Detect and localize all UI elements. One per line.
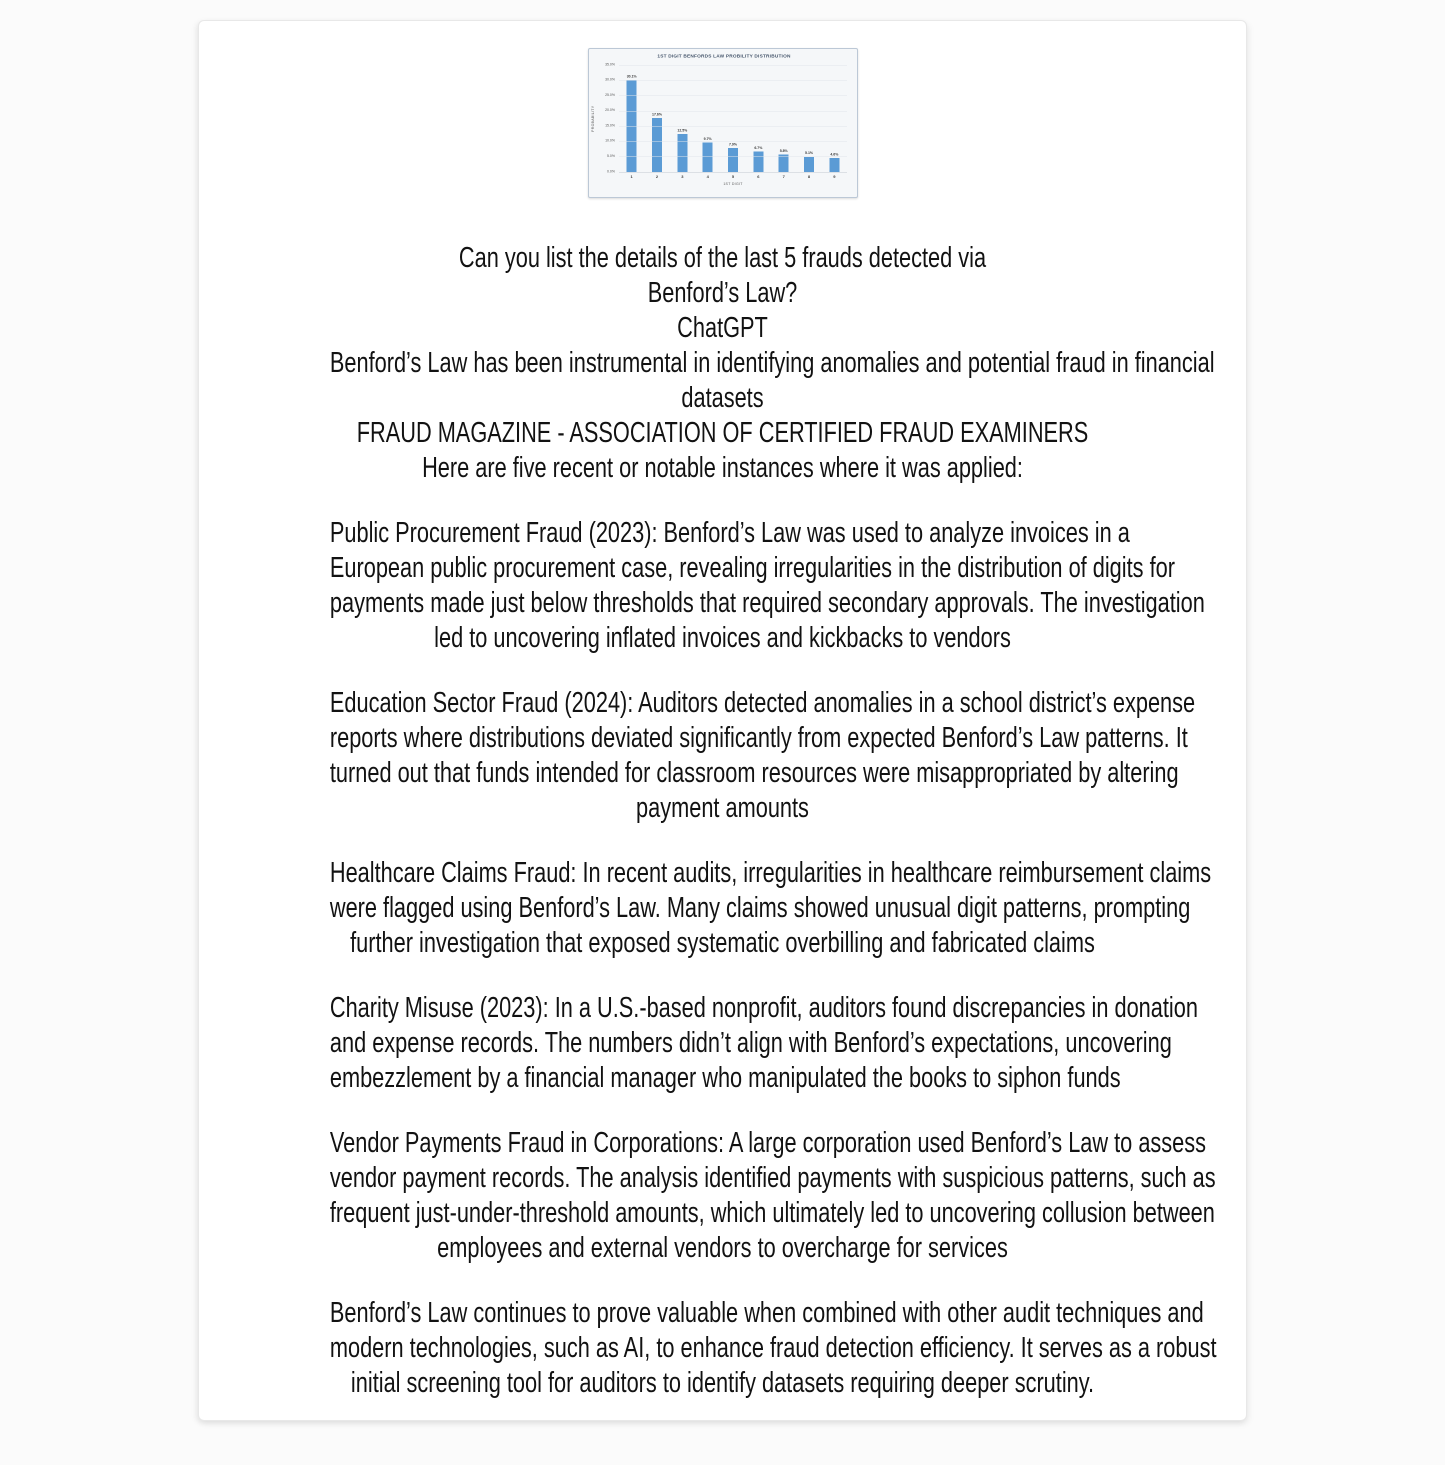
bar [804, 156, 814, 172]
x-axis-title: 1ST DIGIT [722, 182, 743, 186]
x-axis-tick-label: 5 [731, 174, 734, 179]
text-line: employees and external vendors to overcharge for services [437, 1232, 1008, 1264]
paragraph [329, 1126, 1216, 1266]
bar-value-label: 12.5% [676, 128, 687, 133]
gridline [619, 80, 847, 81]
x-axis-tick-label: 4 [706, 174, 709, 179]
text-line: Here are five recent or notable instances where it was applied: [422, 452, 1023, 484]
x-axis-ticks [619, 175, 847, 180]
text-line: Public Procurement Fraud (2023): Benford’s Law was used to analyze invoices in a [329, 517, 1130, 549]
y-axis-title: PROBABILITY [590, 105, 595, 132]
paragraph [329, 686, 1196, 826]
paragraph [329, 1296, 1217, 1401]
bar-value-label: 6.7% [753, 146, 762, 151]
text-line: Charity Misuse (2023): In a U.S.-based nonprofit, auditors found discrepancies in donation [329, 992, 1198, 1024]
gridline [619, 96, 847, 97]
y-axis-tick-label: 15.0% [604, 123, 615, 128]
x-axis-tick-label: 3 [680, 174, 683, 179]
x-axis-line [619, 172, 847, 173]
bar-value-label: 9.7% [703, 137, 712, 141]
paragraph [329, 516, 1205, 656]
y-axis-tick-label: 10.0% [604, 139, 615, 143]
text-line: turned out that funds intended for classroom resources were misappropriated by altering [329, 757, 1179, 789]
text-line: embezzlement by a financial manager who manipulated the books to siphon funds [329, 1062, 1121, 1094]
text-line: Education Sector Fraud (2024): Auditors detected anomalies in a school district’s expense [329, 687, 1196, 719]
text-line: payments made just below thresholds that required secondary approvals. The investigation [329, 587, 1205, 619]
paragraph [329, 241, 1215, 486]
y-axis-tick-label: 0.0% [606, 169, 615, 174]
text-line: ChatGPT [677, 312, 768, 344]
text-line: Benford’s Law continues to prove valuable when combined with other audit techniques and [329, 1297, 1204, 1329]
x-axis-tick-label: 7 [782, 174, 785, 179]
chart-title: 1ST DIGIT BENFORDS LAW PROBILITY DISTRIBUTION [656, 53, 791, 59]
x-axis-tick-label: 6 [756, 174, 759, 179]
bar [728, 148, 738, 172]
gridline [619, 126, 847, 127]
text-line: European public procurement case, revealing irregularities in the distribution of digits for [329, 552, 1175, 584]
bar-value-label: 5.8% [779, 149, 788, 153]
bar-value-label: 17.6% [651, 113, 662, 117]
bar-value-label: 5.1% [804, 151, 813, 155]
text-line: were flagged using Benford’s Law. Many claims showed unusual digit patterns, prompting [329, 892, 1191, 924]
text-line: Benford’s Law? [647, 277, 798, 309]
text-line: datasets [681, 382, 764, 414]
gridline [619, 111, 847, 112]
y-axis-tick-label: 5.0% [606, 154, 615, 158]
benford-law-chart [588, 48, 858, 198]
y-axis-tick-label: 25.0% [604, 93, 615, 97]
paragraph [329, 856, 1212, 961]
text-line: FRAUD MAGAZINE - ASSOCIATION OF CERTIFIED FRAUD EXAMINERS [356, 417, 1089, 449]
y-axis-tick-label: 20.0% [604, 108, 615, 113]
bar [829, 158, 839, 172]
gridline [619, 65, 847, 66]
bar-value-label: 7.9% [728, 142, 737, 147]
bar-value-label: 30.1% [626, 74, 637, 79]
text-line: Benford’s Law has been instrumental in identifying anomalies and potential fraud in financial [329, 347, 1215, 379]
gridline [619, 141, 847, 142]
x-axis-tick-label: 9 [832, 174, 835, 179]
text-line: Can you list the details of the last 5 frauds detected via [458, 242, 987, 274]
paragraph [329, 991, 1198, 1096]
y-axis-tick-label: 30.0% [604, 78, 615, 82]
y-axis-tick-label: 35.0% [604, 62, 615, 67]
chart-frame [589, 49, 858, 186]
x-axis-tick-label: 8 [807, 174, 810, 179]
document-body [329, 241, 1217, 1401]
text-line: frequent just-under-threshold amounts, which ultimately led to uncovering collusion between [329, 1197, 1215, 1229]
x-axis-tick-label: 2 [655, 174, 658, 179]
text-line: vendor payment records. The analysis identified payments with suspicious patterns, such as [329, 1162, 1216, 1194]
text-line: payment amounts [636, 792, 809, 824]
x-axis-tick-label: 1 [630, 174, 633, 179]
plot-area [590, 62, 847, 174]
text-line: Vendor Payments Fraud in Corporations: A large corporation used Benford’s Law to assess [329, 1127, 1207, 1159]
bar-value-label: 4.6% [829, 152, 838, 157]
bar [753, 152, 763, 172]
gridline [619, 157, 847, 158]
text-line: further investigation that exposed systematic overbilling and fabricated claims [350, 927, 1095, 959]
text-line: initial screening tool for auditors to identify datasets requiring deeper scrutiny. [350, 1367, 1095, 1399]
text-line: and expense records. The numbers didn’t align with Benford’s expectations, uncovering [329, 1027, 1172, 1059]
text-line: modern technologies, such as AI, to enhance fraud detection efficiency. It serves as a robust [329, 1332, 1217, 1364]
text-line: led to uncovering inflated invoices and kickbacks to vendors [434, 622, 1011, 654]
bar [677, 134, 687, 172]
text-line: Healthcare Claims Fraud: In recent audits, irregularities in healthcare reimbursement claims [329, 857, 1212, 889]
text-line: reports where distributions deviated significantly from expected Benford’s Law patterns. It [329, 722, 1188, 754]
document-page [198, 20, 1247, 1421]
